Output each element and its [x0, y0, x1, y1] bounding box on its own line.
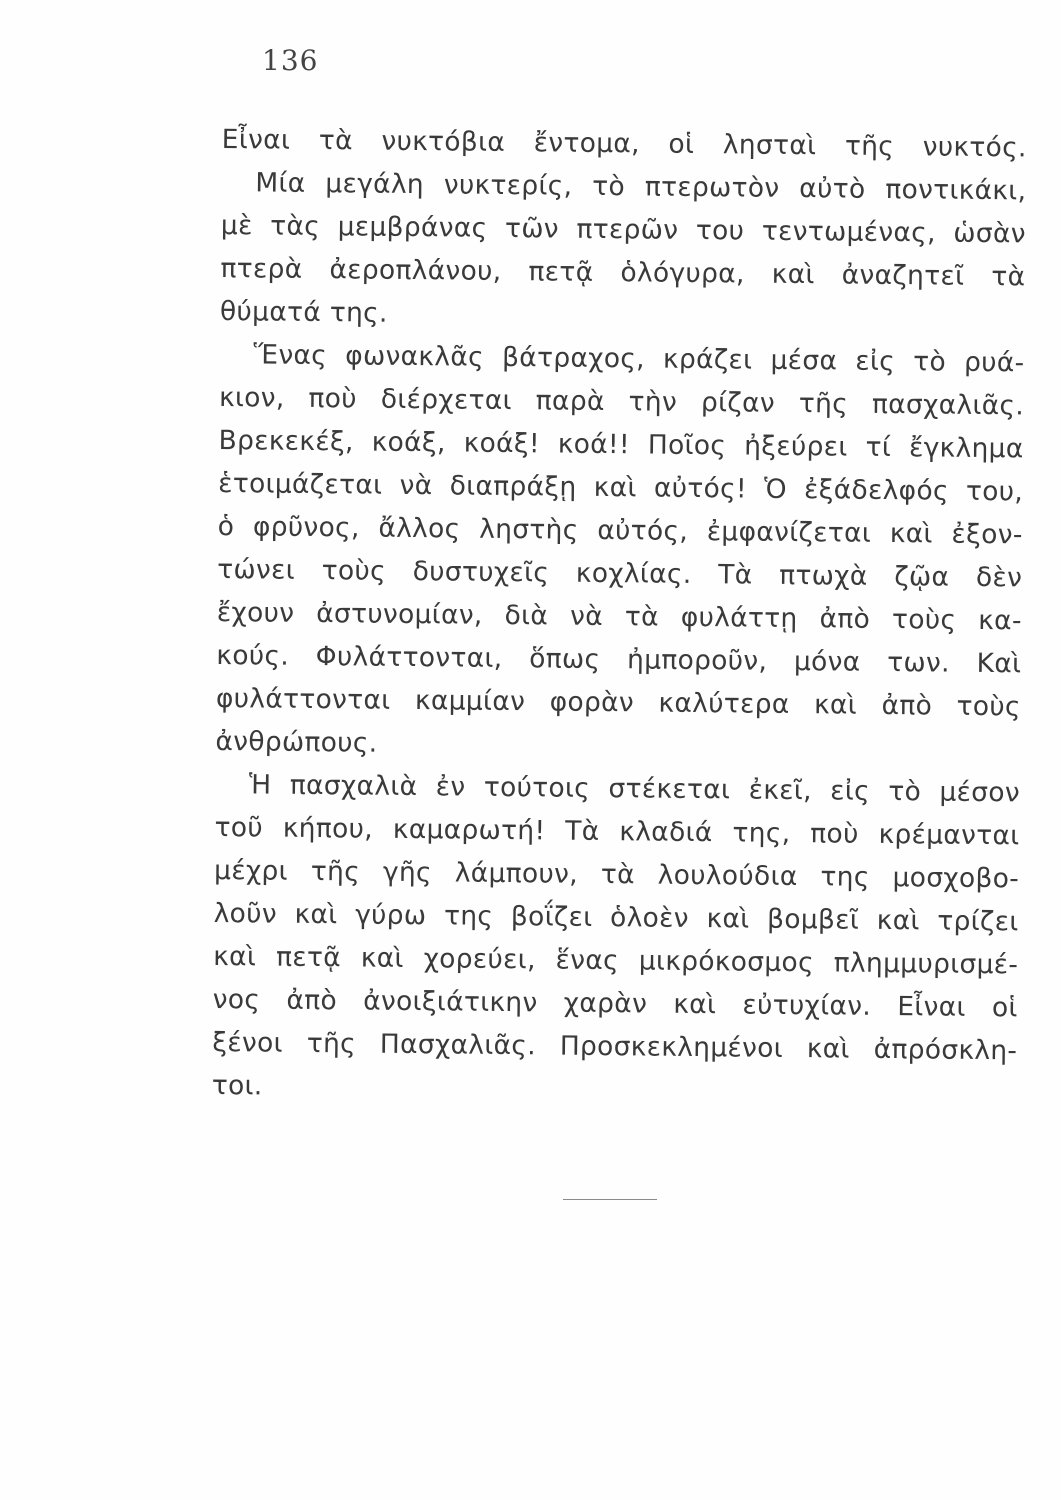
- text-line: λοῦν καὶ γύρω της βοΐζει ὁλοὲν καὶ βομβεῖ καὶ τρίζει: [213, 897, 1019, 938]
- text-line: Μία μεγάλη νυκτερίς, τὸ πτερωτὸν αὐτὸ ποντικάκι,: [255, 167, 1027, 207]
- page-number: 136: [262, 44, 319, 77]
- text-line: ἑτοιμάζεται νὰ διαπράξῃ καὶ αὐτός! Ὁ ἐξάδελφός του,: [218, 467, 1024, 508]
- text-line: μὲ τὰς μεμβράνας τῶν πτερῶν του τεντωμένας, ὡσὰν: [220, 209, 1026, 250]
- text-line: Ἡ πασχαλιὰ ἐν τούτοις στέκεται ἐκεῖ, εἰς τὸ μέσον: [248, 769, 1021, 809]
- text-line: καὶ πετᾷ καὶ χορεύει, ἕνας μικρόκοσμος πλημμυρισμέ-: [213, 940, 1019, 981]
- text-line: θύματά της.: [219, 295, 388, 329]
- end-separator-rule: [563, 1199, 657, 1200]
- text-line: τώνει τοὺς δυστυχεῖς κοχλίας. Τὰ πτωχὰ ζῷα δὲν: [217, 553, 1023, 594]
- text-line: Ἕνας φωνακλᾶς βάτραχος, κράζει μέσα εἰς τὸ ρυά-: [253, 339, 1025, 379]
- text-line: ξένοι τῆς Πασχαλιᾶς. Προσκεκλημένοι καὶ ἀπρόσκλη-: [212, 1026, 1018, 1067]
- text-line: ἔχουν ἀστυνομίαν, διὰ νὰ τὰ φυλάττῃ ἀπὸ τοὺς κα-: [216, 596, 1022, 637]
- text-line: Εἶναι τὰ νυκτόβια ἔντομα, οἱ λησταὶ τῆς νυκτός.: [221, 123, 1027, 164]
- text-line: μέχρι τῆς γῆς λάμπουν, τὰ λουλούδια της μοσχοβο-: [213, 854, 1020, 895]
- text-line: κούς. Φυλάττονται, ὅπως ἠμποροῦν, μόνα των. Καὶ: [216, 639, 1022, 680]
- text-line: τοι.: [211, 1069, 263, 1102]
- body-text: [212, 118, 1027, 1115]
- text-line: πτερὰ ἀεροπλάνου, πετᾷ ὁλόγυρα, καὶ ἀναζητεῖ τὰ: [220, 252, 1026, 293]
- text-line: Βρεκεκέξ, κοάξ, κοάξ! κοά!! Ποῖος ἠξεύρει τί ἔγκλημα: [218, 424, 1024, 465]
- text-line: κιον, ποὺ διέρχεται παρὰ τὴν ρίζαν τῆς πασχαλιᾶς.: [218, 381, 1025, 422]
- text-line: φυλάττονται καμμίαν φορὰν καλύτερα καὶ ἀπὸ τοὺς: [215, 682, 1022, 723]
- text-line: ὁ φρῦνος, ἄλλος ληστὴς αὐτός, ἐμφανίζεται καὶ ἐξον-: [217, 510, 1023, 551]
- text-line: νος ἀπὸ ἀνοιξιάτικην χαρὰν καὶ εὐτυχίαν. Εἶναι οἱ: [212, 983, 1018, 1024]
- text-line: ἀνθρώπους.: [215, 725, 378, 759]
- text-line: τοῦ κήπου, καμαρωτή! Τὰ κλαδιά της, ποὺ κρέμανται: [214, 811, 1020, 852]
